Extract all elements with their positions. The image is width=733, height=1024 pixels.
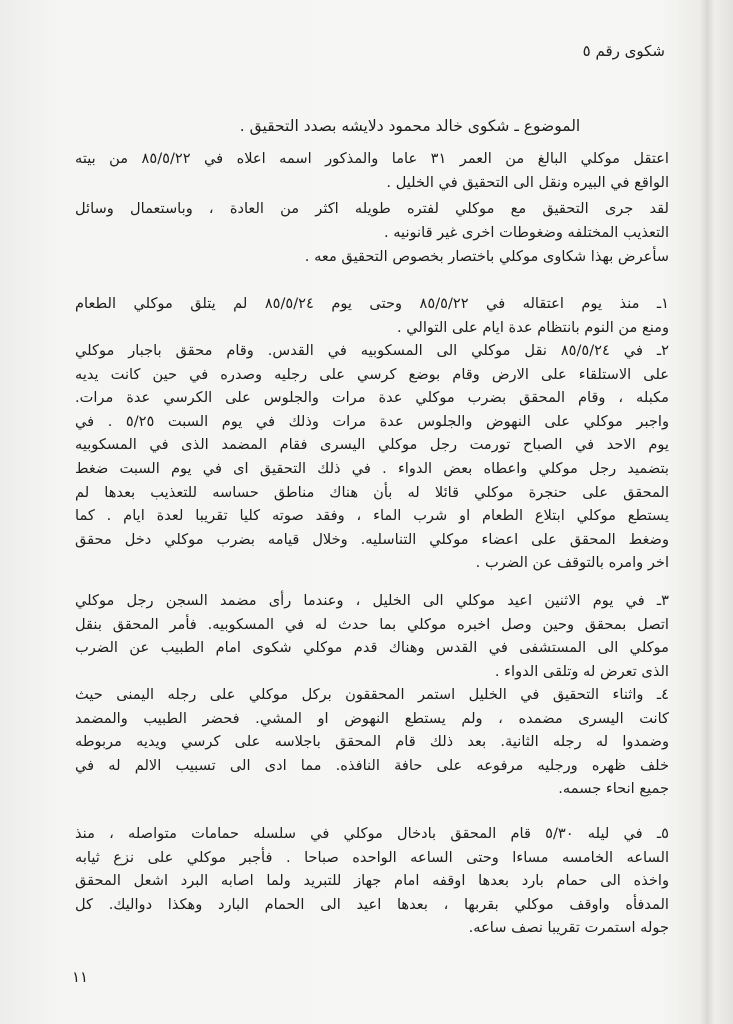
text-line: اخر وامره بالتوقف عن الضرب . (475, 554, 669, 572)
text-line: جميع انحاء جسمه. (558, 780, 669, 798)
text-line: على الاستلقاء على الارض وقام بوضع كرسي على رجليه وصدره في حين كانت يديه (75, 365, 669, 383)
text-line: واخذه الى حمام بارد بعدها اوقفه امام جهاز للتبريد ولما اصابه البرد اشعل المحقق (75, 872, 669, 890)
text-line: التعذيب المختلفه وضغوطات اخرى غير قانونيه . (383, 223, 669, 241)
text-line: اعتقل موكلي البالغ من العمر ٣١ عاما والمذكور اسمه اعلاه في ٨٥/٥/٢٢ من بيته (75, 150, 669, 167)
text-line: جوله استمرت تقريبا نصف ساعه. (468, 919, 669, 937)
complaint-item-4 (75, 683, 669, 801)
text-line: اتصل بمحقق وحين وصل اخبره موكلي بما حدث له في المسكوبيه. فأمر المحقق بنقل (75, 615, 669, 633)
text-line: مكبله ، وقام المحقق بضرب موكلي عدة مرات والجلوس على الكرسي عدة مرات. (75, 389, 669, 407)
text-line: خلف ظهره ورجليه مرفوعه على حافة النافذه. مما ادى الى تسبيب الالم له في (75, 756, 669, 774)
paragraph-arrest (75, 147, 669, 194)
text-line: واجبر موكلي على النهوض والجلوس عدة مرات وذلك في يوم السبت ٥/٢٥ . في (75, 412, 670, 430)
text-line: كانت اليسرى مضمده ، ولم يستطع النهوض او المشي. فحضر الطبيب والمضمد (75, 709, 669, 727)
text-line: ومنع من النوم بانتظام عدة ايام على التوالي . (396, 318, 669, 336)
text-line: ١ـ منذ يوم اعتقاله في ٨٥/٥/٢٢ وحتى يوم ٨٥/٥/٢٤ لم يتلق موكلي الطعام (75, 295, 669, 312)
text-line: الواقع في البيره ونقل الى التحقيق في الخليل . (386, 173, 669, 191)
paragraph-interrogation (75, 197, 669, 244)
text-line: سأعرض بهذا شكاوى موكلي باختصار بخصوص التحقيق معه . (304, 248, 669, 265)
text-line: ٥ـ في ليله ٥/٣٠ قام المحقق بادخال موكلي في سلسله حمامات متواصله ، منذ (75, 825, 669, 842)
text-line: الذى تعرض له وتلقى الدواء . (494, 662, 669, 680)
complaint-item-3 (75, 589, 669, 683)
text-line: المدفأه واوقف موكلي بقربها ، بعدها اعيد الى الحمام البارد وهكذا دواليك. كل (75, 895, 669, 913)
complaint-number-heading: شكوى رقم ٥ (582, 42, 665, 60)
text-line: ٢ـ في ٨٥/٥/٢٤ نقل موكلي الى المسكوبيه في القدس. وقام محقق باجبار موكلي (75, 342, 669, 359)
text-line: لقد جرى التحقيق مع موكلي لفتره طويله اكثر من العادة ، وباستعمال وسائل (75, 200, 669, 217)
text-line: المحقق على حنجرة موكلي قائلا له بأن هناك مناطق حساسه للتعذيب بعدها لم (75, 483, 669, 501)
text-line: يستطع موكلي ابتلاع الطعام او شرب الماء ، وفقد صوته كليا تقريبا لعدة ايام . كما (75, 507, 669, 525)
text-line: موكلي الى المستشفى في القدس وهناك قدم موكلي شكوى امام الطبيب عن الضرب (75, 639, 669, 657)
text-line: بتضميد رجل موكلي واعطاه بعض الدواء . في ذلك التحقيق اى في يوم السبت ضغط (75, 459, 669, 477)
paragraph-intro (75, 245, 669, 269)
text-line: وضمدوا له رجله الثانية. بعد ذلك قام المحقق باجلاسه على كرسي ويديه مربوطه (75, 733, 669, 751)
complaint-item-5 (75, 822, 669, 940)
subject-title: الموضوع ـ شكوى خالد محمود دلايشه بصدد التحقيق . (239, 117, 581, 135)
text-line: ٣ـ في يوم الاثنين اعيد موكلي الى الخليل ، وعندما رأى مضمد السجن رجل موكلي (75, 592, 669, 609)
complaint-item-2 (75, 339, 669, 575)
text-line: ٤ـ واثناء التحقيق في الخليل استمر المحققون بركل موكلي على رجله اليمنى حيث (75, 686, 669, 703)
text-line: وضغط المحقق على اعضاء موكلي التناسليه. وخلال قيامه بضرب موكلي دخل محقق (75, 530, 669, 548)
text-line: الساعه الخامسه مساءا وحتى الساعه الواحده صباحا . فأجبر موكلي على نزع ثيابه (75, 848, 669, 866)
page-number: ١١ (72, 968, 89, 986)
text-line: يوم الاحد في الصباح تورمت رجل موكلي اليسرى فقام المضمد الذى في المسكوبيه (75, 436, 669, 454)
complaint-item-1 (75, 292, 669, 339)
